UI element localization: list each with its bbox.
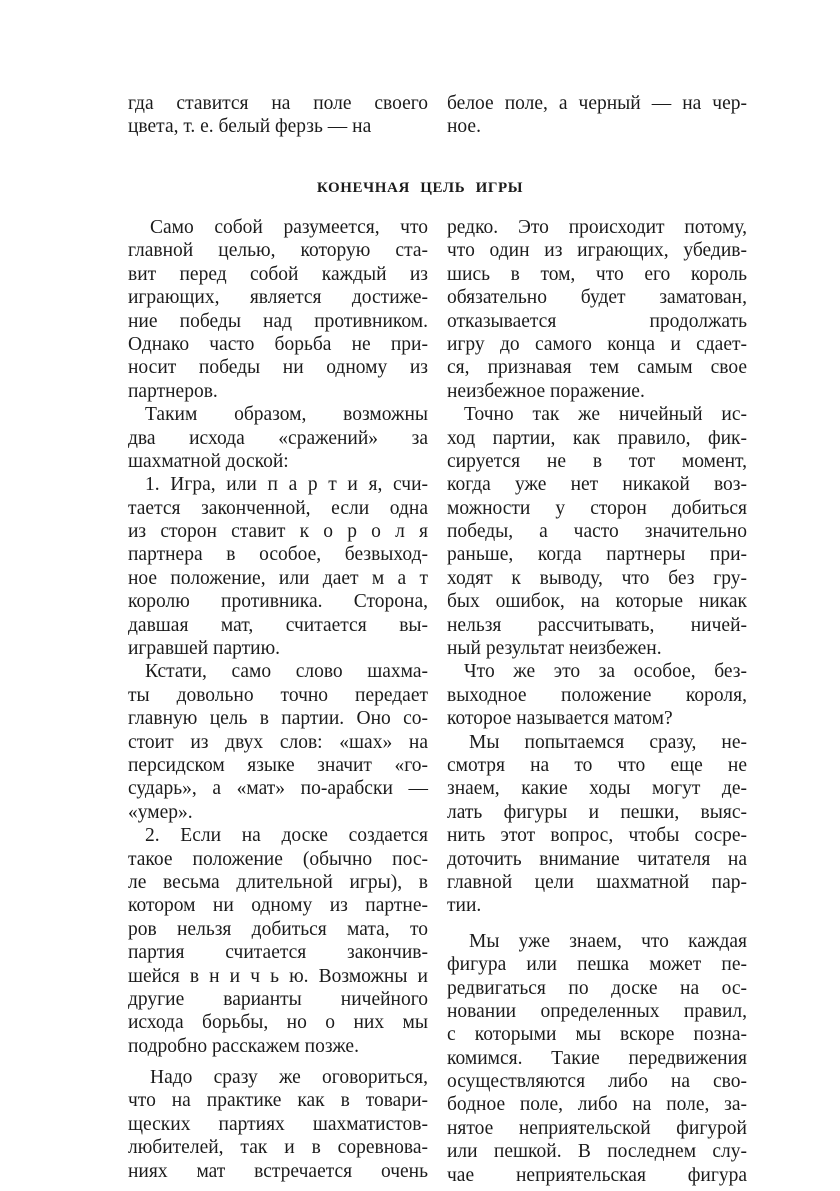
text-line: с которыми мы вскоре позна- [447,1024,747,1046]
paragraph [128,473,428,660]
text-line: игравшей партию. [128,638,281,660]
text-line: ное положение, или дает м а т [128,567,428,589]
text-line: ров нельзя добиться мата, то [128,918,428,940]
text-line: отказывается продолжать [447,310,747,332]
text-line: знаем, какие ходы могут де- [447,778,747,800]
paragraph [128,216,428,403]
text-line: гда ставится на поле своего [128,93,428,114]
text-line: бых ошибок, на которые никак [447,591,747,613]
paragraph-gap [447,918,747,930]
text-line: Само собой разумеется, что [150,217,428,238]
text-line: доточить внимание читателя на [447,848,747,870]
text-line: 1. Игра, или п а р т и я, счи- [145,474,428,496]
text-line: ле весьма длительной игры), в [128,871,428,893]
text-line: ный результат неизбежен. [447,638,662,660]
text-line: осуществляются либо на сво- [447,1071,747,1093]
section-heading: КОНЕЧНАЯ ЦЕЛЬ ИГРЫ [316,180,524,196]
text-line: сударь», а «мат» по-арабски — [128,778,428,800]
text-line: вит перед собой каждый из [128,263,428,285]
text-line: Мы попытаемся сразу, не- [469,731,747,753]
text-line: тается законченной, если одна [128,497,428,519]
text-line: что один из играющих, убедив- [447,240,747,262]
text-line: тии. [447,895,482,917]
right-column [447,216,747,1187]
paragraph [128,824,428,1058]
text-line: которое называется матом? [447,708,673,730]
text-line: главной целью, которую ста- [128,240,428,262]
text-line: такое положение (обычно пос- [128,848,428,870]
paragraph-gap [128,1058,428,1066]
text-line: что на практике как в товари- [128,1090,428,1112]
text-line: носит победы ни одному из [128,357,428,379]
text-line: ходят к выводу, что без гру- [447,567,747,589]
text-line: Точно так же ничейный ис- [464,404,747,426]
paragraph [447,930,747,1187]
paragraph [447,731,747,918]
text-line: 2. Если на доске создается [145,825,428,847]
text-line: играющих, является достиже- [128,287,428,309]
text-line: чае неприятельская фигура [447,1164,747,1186]
text-line: ся, признавая тем самым свое [447,357,747,379]
text-line: неизбежное поражение. [447,380,645,402]
text-line: ты довольно точно передает [128,684,428,706]
text-line: Кстати, само слово шахма- [145,661,428,683]
text-line: победы, а часто значительно [447,521,747,543]
text-line: стоит из двух слов: «шах» на [128,731,428,753]
text-line: нить этот вопрос, чтобы сосре- [447,825,747,847]
paragraph [128,1066,428,1183]
paragraph [447,216,747,403]
text-line: исхода борьбы, но о них мы [128,1012,428,1034]
text-line: Надо сразу же оговориться, [150,1067,428,1089]
text-line: шахматной доской: [128,450,289,472]
text-line: редко. Это происходит потому, [447,217,747,238]
text-line: новании определенных правил, [447,1000,747,1022]
top-right-fragment [447,92,747,139]
text-line: давшая мат, считается вы- [128,614,428,636]
text-line: партнера в особое, безвыход- [128,544,428,566]
text-line: партнеров. [128,380,218,402]
text-line: партия считается закончив- [128,942,428,964]
text-line: два исхода «сражений» за [128,427,428,449]
text-line: главную цель в партии. Оно со- [128,708,428,730]
text-line: раньше, когда партнеры при- [447,544,747,566]
text-line: Что же это за особое, без- [464,661,747,683]
text-line: любителей, так и в соревнова- [128,1137,428,1159]
text-line: персидском языке значит «го- [128,754,428,776]
text-line: смотря на то что еще не [447,754,747,776]
left-column [128,216,428,1183]
text-line: выходное положение короля, [447,684,747,706]
text-line: комимся. Такие передвижения [447,1047,747,1069]
text-line: игру до самого конца и сдает- [447,333,747,355]
text-line: нельзя рассчитывать, ничей- [447,614,747,636]
text-line: ное. [447,116,481,138]
text-line: Таким образом, возможны [145,404,428,426]
text-line: можности у сторон добиться [447,497,747,519]
text-line: редвигаться по доске на ос- [447,977,747,999]
text-line: ние победы над противником. [128,310,428,332]
text-line: лать фигуры и пешки, выяс- [447,801,747,823]
text-line: когда уже нет никакой воз- [447,474,747,496]
text-line: королю противника. Сторона, [128,591,428,613]
text-line: главной цели шахматной пар- [447,871,747,893]
text-line: ниях мат встречается очень [128,1160,428,1182]
text-line: щеских партиях шахматистов- [128,1113,428,1135]
text-line: бодное поле, либо на поле, за- [447,1094,747,1116]
text-line: цвета, т. е. белый ферзь — на [128,116,372,138]
text-line: подробно расскажем позже. [128,1035,359,1057]
text-line: Однако часто борьба не при- [128,333,428,355]
text-line: или пешкой. В последнем слу- [447,1141,747,1163]
text-line: шейся в н и ч ь ю. Возможны и [128,965,428,987]
text-line: «умер». [128,801,193,823]
text-line: котором ни одному из партне- [128,895,428,917]
text-line: нятое неприятельской фигурой [447,1117,747,1139]
text-line: из сторон ставит к о р о л я [128,521,428,543]
text-line: фигура или пешка может пе- [447,954,747,976]
text-line: ход партии, как правило, фик- [447,427,747,449]
text-line: Мы уже знаем, что каждая [469,930,747,952]
text-line: белое поле, а черный — на чер- [447,93,747,114]
text-line: другие варианты ничейного [128,988,428,1010]
text-line: шись в том, что его король [447,263,747,285]
text-line: обязательно будет заматован, [447,287,747,309]
text-line: сируется не в тот момент, [447,450,747,472]
top-left-fragment [128,92,428,139]
paragraph [128,403,428,473]
paragraph [447,660,747,730]
paragraph [128,660,428,824]
paragraph [447,403,747,660]
